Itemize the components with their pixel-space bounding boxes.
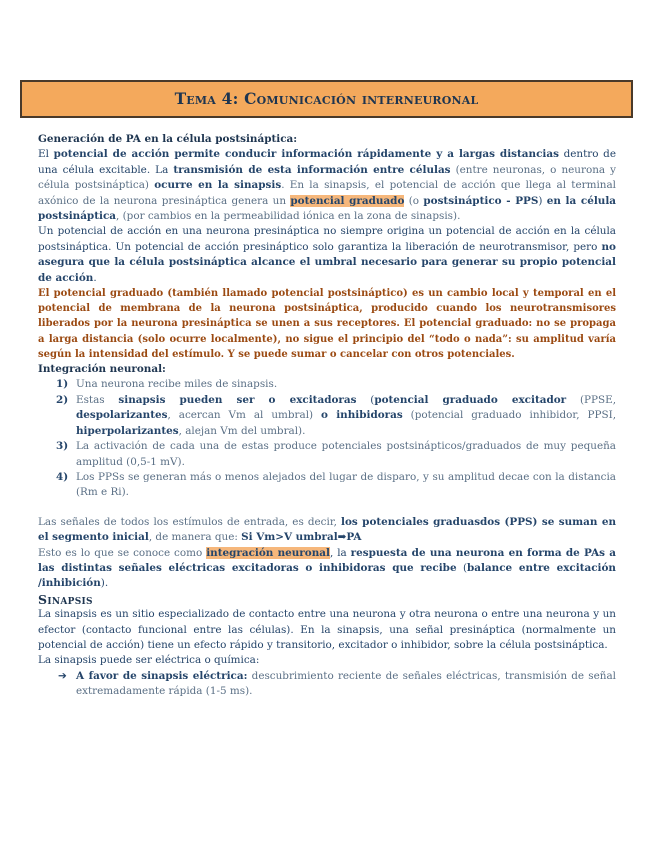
list-item: 4) Los PPSs se generan más o menos alejados del lugar de disparo, y su amplitud decae con la distancia (Rm e Ri). [56, 470, 616, 499]
section-heading-sinapsis: Sinapsis [38, 591, 93, 607]
list-item: 3) La activación de cada una de estas produce potenciales postsinápticos/graduados de muy pequeña amplitud (0,5-1 mV). [56, 440, 616, 468]
paragraph-sinapsis: La sinapsis es un sitio especializado de contacto entre una neurona y otra neurona o entre una neurona y un efector (contacto funcional entre las células). En la sinapsis, una señal presináptica (normalmente un potencial de acción) tiene un efecto rápido y transitorio, excitador o inhibidor, sobre la célula postsináptica. [38, 608, 616, 651]
section-heading-generacion: Generación de PA en la célula postsináptica: [38, 133, 298, 145]
paragraph-integracion: Esto es lo que se conoce como integración neuronal, la respuesta de una neurona en forma de PAs a las distintas señales eléctricas excitadoras o inhibidoras que recibe (balance entre excitación /inhibición). [38, 546, 616, 590]
paragraph-potencial-graduado-note: El potencial graduado (también llamado potencial postsináptico) es un cambio local y temporal en el potencial de membrana de la neurona postsináptica, producido cuando los neurotransmisores liberados por la neurona presináptica se unen a sus receptores. El potencial graduado: no se propaga a larga distancia (solo ocurre localmente), no sigue el principio del “todo o nada”: su amplitud varía según la intensidad del estímulo. Y se puede sumar o cancelar con otros potenciales. [38, 288, 616, 360]
arrow-icon: ➔ [58, 669, 67, 682]
paragraph-umbral: Un potencial de acción en una neurona presináptica no siempre origina un potencial de acción en la célula postsináptica. Un potencial de acción presináptico solo garantiza la liberación de neurotransmisor, pero no asegura que la célula postsináptica alcance el umbral necesario para generar su propio potencial de acción. [38, 225, 616, 284]
paragraph-suma: Las señales de todos los estímulos de entrada, es decir, los potenciales graduasdos (PPS) se suman en el segmento inicial, de manera que: Si Vm>V umbral➡PA [38, 515, 616, 544]
list-item: 1) Una neurona recibe miles de sinapsis. [56, 378, 278, 391]
integration-list [38, 377, 616, 500]
highlight-integracion-neuronal: integración neuronal [206, 546, 330, 559]
section-heading-integracion: Integración neuronal: [38, 363, 166, 376]
highlight-potencial-graduado: potencial graduado [290, 194, 405, 207]
bullet-sinapsis-electrica: ➔ A favor de sinapsis eléctrica: descubrimiento reciente de señales eléctricas, transmisión de señal extremadamente rápida (1-5 ms). [58, 669, 616, 698]
list-item: 2) Estas sinapsis pueden ser o excitadoras (potencial graduado excitador (PPSE, despolarizantes, acercan Vm al umbral) o inhibidoras (potencial graduado inhibidor, PPSI, hiperpolarizantes, alejan Vm del umbral). [56, 393, 616, 437]
paragraph-sinapsis-tipo: La sinapsis puede ser eléctrica o química: [38, 654, 260, 667]
content-body [38, 132, 616, 700]
page-title: Tema 4: Comunicación interneuronal [20, 80, 633, 118]
paragraph-potencial-accion: El potencial de acción permite conducir información rápidamente y a largas distancias dentro de una célula excitable. La transmisión de esta información entre células (entre neuronas, o neurona y célula postsináptica) ocurre en la sinapsis. En la sinapsis, el potencial de acción que llega al terminal axónico de la neurona presináptica genera un potencial graduado (o postsináptico - PPS) en la célula postsináptica, (por cambios en la permeabilidad iónica en la zona de sinapsis). [38, 148, 617, 223]
